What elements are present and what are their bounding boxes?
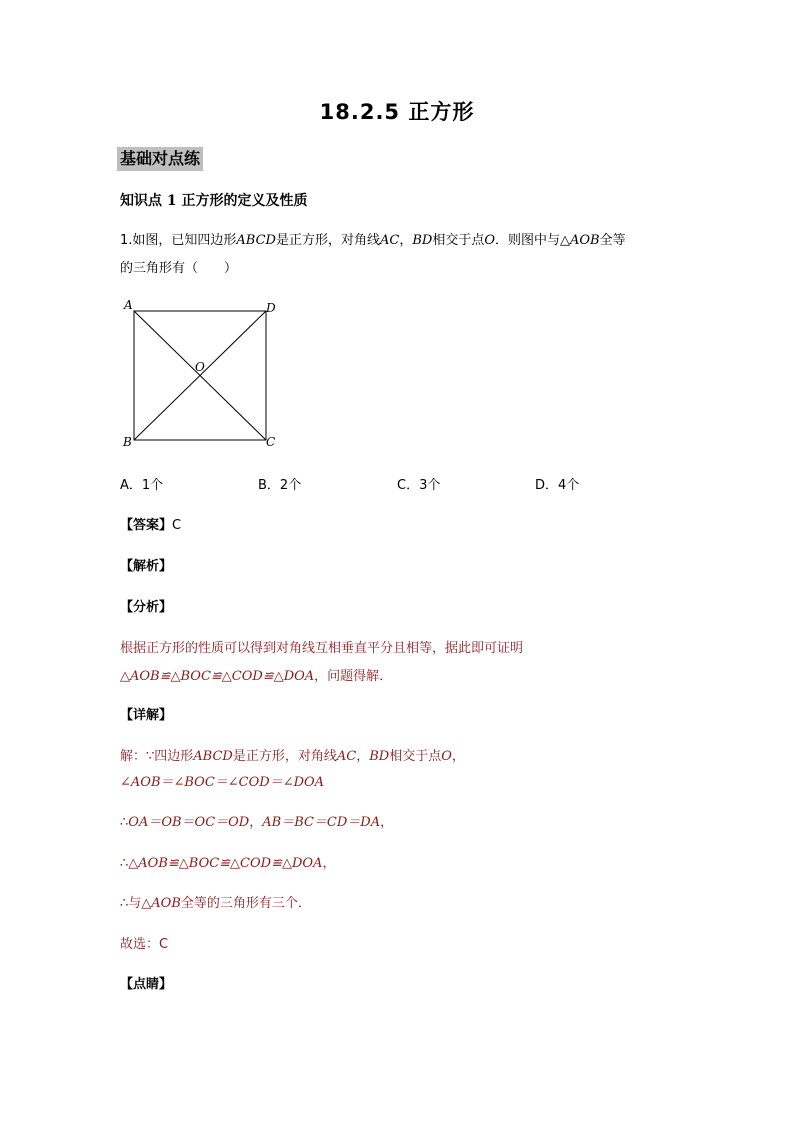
question-text: 1.如图，已知四边形 [120, 233, 237, 248]
detail-text: 全等的三角形有三个． [180, 896, 311, 911]
detail-label: 【详解】 [120, 708, 173, 723]
option-c: C．3个 [397, 478, 441, 493]
option-a: A．1个 [120, 478, 164, 493]
detail-text: 相交于点 [389, 749, 442, 764]
question-text: ．则图中与△ [495, 233, 571, 248]
question-text: 相交于点 [432, 233, 485, 248]
dianjing-label: 【点睛】 [120, 977, 173, 992]
analysis-label: 【解析】 [120, 559, 173, 574]
punctuation: ， [399, 233, 413, 248]
detail-text: 是正方形，对角线 [232, 749, 337, 764]
detail-line-1 [120, 745, 465, 764]
question-text: 是正方形，对角线 [275, 233, 380, 248]
math-equal-sides: AB＝BC＝CD＝DA [262, 815, 381, 830]
math-ac: AC [379, 233, 400, 248]
detail-line-2: ∠AOB＝∠BOC＝∠COD＝∠DOA [120, 775, 325, 790]
question-text: 全等 [599, 233, 626, 248]
option-b: B．2个 [258, 478, 302, 493]
math-abcd: ABCD [236, 233, 276, 248]
fenxi-line-2 [120, 665, 392, 684]
label-c: C [266, 435, 276, 449]
math-bd: BD [369, 749, 390, 764]
fenxi-line-1: 根据正方形的性质可以得到对角线互相垂直平分且相等，据此即可证明 [120, 641, 524, 656]
detail-line-4 [120, 852, 335, 871]
answer-label: 【答案】 [120, 518, 173, 533]
square-figure [118, 296, 288, 456]
detail-line-3 [120, 811, 393, 830]
math-o: O [441, 749, 452, 764]
math-aob: AOB [151, 896, 181, 911]
math-abcd: ABCD [193, 749, 233, 764]
question-line-1 [120, 229, 626, 248]
label-o: O [195, 360, 205, 374]
label-d: D [266, 301, 276, 315]
punctuation: ， [451, 749, 465, 764]
punctuation: ， [249, 815, 263, 830]
page-title: 18.2.5 正方形 [319, 100, 475, 124]
math-congruence: △AOB≌△BOC≌△COD≌△DOA [128, 856, 323, 871]
math-aob: AOB [570, 233, 600, 248]
section-heading: 基础对点练 [117, 147, 203, 171]
answer-value: C [172, 518, 182, 533]
punctuation: ， [356, 749, 370, 764]
therefore-symbol: ∴ [120, 815, 129, 830]
fenxi-text: ，问题得解． [314, 669, 393, 684]
label-b: B [123, 435, 132, 449]
math-bd: BD [412, 233, 433, 248]
math-equal-segments: OA＝OB＝OC＝OD [128, 815, 250, 830]
math-ac: AC [336, 749, 357, 764]
answer-choice: C [159, 937, 169, 952]
knowledge-point-heading: 知识点 1 正方形的定义及性质 [120, 193, 308, 209]
therefore-symbol: ∴ [120, 856, 129, 871]
fenxi-label: 【分析】 [120, 600, 173, 615]
label-a: A [124, 298, 133, 312]
detail-text: 解：∵四边形 [120, 749, 194, 764]
option-d: D．4个 [535, 478, 580, 493]
detail-line-5 [120, 892, 311, 911]
punctuation: ， [380, 815, 394, 830]
punctuation: ， [322, 856, 336, 871]
math-congruence: △AOB≌△BOC≌△COD≌△DOA [120, 669, 315, 684]
detail-line-6 [120, 933, 168, 952]
math-o: O [484, 233, 496, 248]
answer-line [120, 514, 181, 533]
detail-text: ∴与△ [120, 896, 152, 911]
question-line-2: 的三角形有（ ） [120, 261, 238, 276]
detail-text: 故选： [120, 937, 160, 952]
